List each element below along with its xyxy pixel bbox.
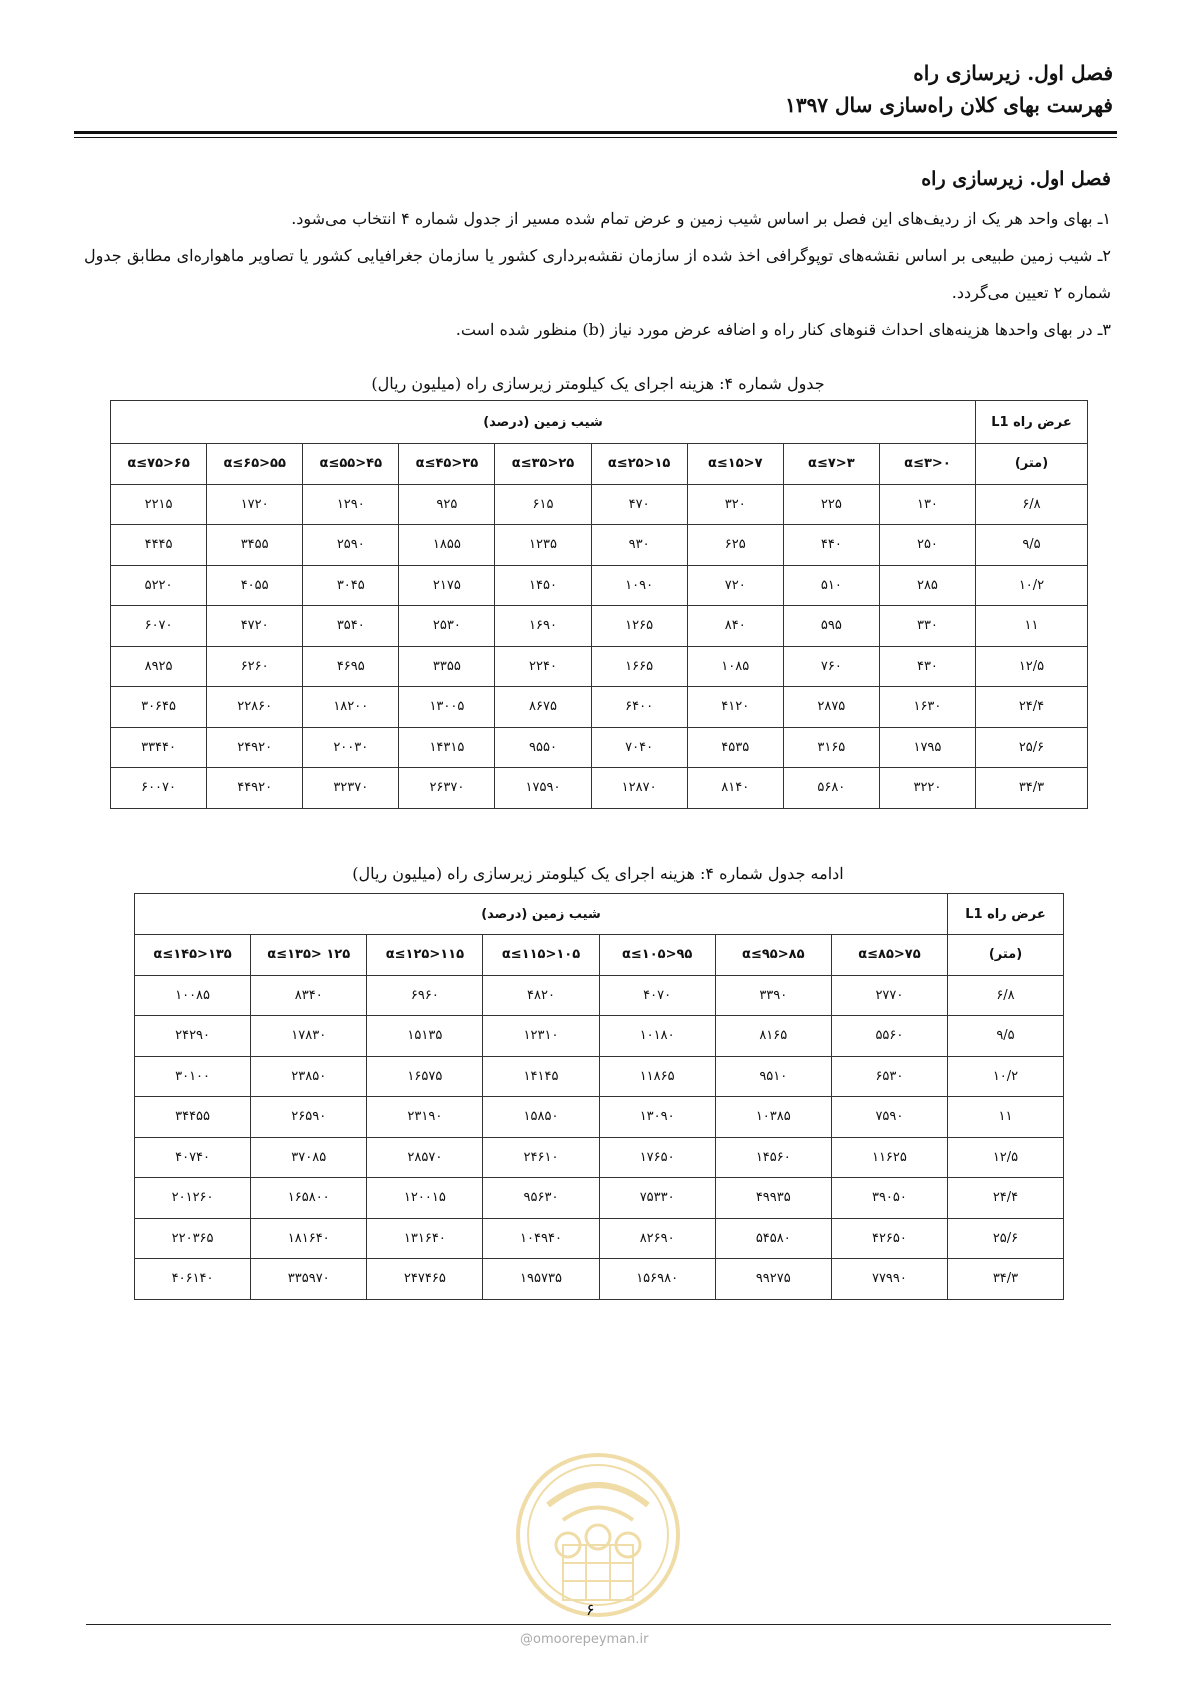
cost-cell: ۳۰۴۵ — [303, 565, 399, 606]
road-width-cell: ۱۲/۵ — [976, 646, 1088, 687]
slope-range-header: ۰<α≤۳ — [879, 444, 975, 485]
cost-cell: ۱۰۰۸۵ — [135, 975, 251, 1016]
cost-cell: ۱۶۹۰ — [495, 606, 591, 647]
slope-range-header: ۱۳۵<α≤۱۴۵ — [135, 935, 251, 976]
cost-cell: ۲۳۱۹۰ — [367, 1097, 483, 1138]
table-row — [111, 484, 1088, 525]
cost-cell: ۲۷۷۰ — [831, 975, 947, 1016]
cost-cell: ۲۱۷۵ — [399, 565, 495, 606]
cost-cell: ۶۵۳۰ — [831, 1056, 947, 1097]
cost-cell: ۷۵۳۳۰ — [599, 1178, 715, 1219]
cost-cell: ۱۵۶۹۸۰ — [599, 1259, 715, 1300]
cost-cell: ۵۶۸۰ — [783, 768, 879, 809]
omoorepeyman-watermark-icon — [508, 1445, 688, 1625]
cost-cell: ۱۶۶۵ — [591, 646, 687, 687]
slope-range-header: ۱۰۵<α≤۱۱۵ — [483, 935, 599, 976]
cost-cell: ۲۴۶۱۰ — [483, 1137, 599, 1178]
slope-range-header: ۱۲۵ <α≤۱۳۵ — [251, 935, 367, 976]
cost-cell: ۳۳۴۴۰ — [111, 727, 207, 768]
cost-cell: ۶۹۶۰ — [367, 975, 483, 1016]
table-row — [111, 606, 1088, 647]
width-header-label: عرض راه L1 — [976, 401, 1088, 444]
cost-cell: ۲۸۵ — [879, 565, 975, 606]
cost-cell: ۸۱۴۰ — [687, 768, 783, 809]
cost-cell: ۳۱۶۵ — [783, 727, 879, 768]
cost-cell: ۲۲۴۰ — [495, 646, 591, 687]
cost-cell: ۳۰۶۴۵ — [111, 687, 207, 728]
table-row — [111, 768, 1088, 809]
cost-cell: ۱۹۵۷۳۵ — [483, 1259, 599, 1300]
cost-cell: ۱۲۳۵ — [495, 525, 591, 566]
cost-cell: ۲۳۸۵۰ — [251, 1056, 367, 1097]
cost-cell: ۳۳۵۹۷۰ — [251, 1259, 367, 1300]
slope-range-header: ۴۵<α≤۵۵ — [303, 444, 399, 485]
cost-cell: ۱۱۸۶۵ — [599, 1056, 715, 1097]
cost-cell: ۸۳۴۰ — [251, 975, 367, 1016]
cost-cell: ۳۵۴۰ — [303, 606, 399, 647]
cost-cell: ۱۰۸۵ — [687, 646, 783, 687]
road-width-cell: ۱۱ — [976, 606, 1088, 647]
road-width-cell: ۱۰/۲ — [948, 1056, 1064, 1097]
table-row — [111, 687, 1088, 728]
road-width-cell: ۲۵/۶ — [948, 1218, 1064, 1259]
cost-cell: ۹۹۲۷۵ — [715, 1259, 831, 1300]
road-width-cell: ۲۴/۴ — [948, 1178, 1064, 1219]
road-width-cell: ۶/۸ — [976, 484, 1088, 525]
cost-cell: ۱۴۳۱۵ — [399, 727, 495, 768]
cost-cell: ۱۶۵۸۰۰ — [251, 1178, 367, 1219]
cost-cell: ۶۰۰۷۰ — [111, 768, 207, 809]
cost-cell: ۳۲۳۷۰ — [303, 768, 399, 809]
cost-cell: ۱۳۰۹۰ — [599, 1097, 715, 1138]
cost-cell: ۳۲۲۰ — [879, 768, 975, 809]
cost-cell: ۲۴۲۹۰ — [135, 1016, 251, 1057]
footer-website: @omoorepeyman.ir — [520, 1632, 649, 1647]
cost-cell: ۴۸۲۰ — [483, 975, 599, 1016]
table-row — [111, 525, 1088, 566]
cost-cell: ۵۹۵ — [783, 606, 879, 647]
slope-range-header: ۸۵<α≤۹۵ — [715, 935, 831, 976]
slope-range-header: ۳<α≤۷ — [783, 444, 879, 485]
slope-header: شیب زمین (درصد) — [135, 894, 948, 935]
slope-range-header: ۱۵<α≤۲۵ — [591, 444, 687, 485]
table-row — [111, 565, 1088, 606]
paragraph-3: ۳ـ در بهای واحدها هزینه‌های احداث قنوهای کنار راه و اضافه عرض مورد نیاز (b) منظور شده است. — [455, 320, 1111, 339]
road-width-cell: ۳۴/۳ — [976, 768, 1088, 809]
cost-cell: ۷۲۰ — [687, 565, 783, 606]
cost-cell: ۸۹۲۵ — [111, 646, 207, 687]
table1-caption: جدول شماره ۴: هزینه اجرای یک کیلومتر زیرسازی راه (میلیون ریال) — [371, 374, 825, 393]
cost-cell: ۲۴۹۲۰ — [207, 727, 303, 768]
section-title: فصل اول. زیرسازی راه — [921, 168, 1111, 190]
cost-cell: ۲۸۷۵ — [783, 687, 879, 728]
road-width-cell: ۱۱ — [948, 1097, 1064, 1138]
cost-cell: ۸۶۷۵ — [495, 687, 591, 728]
table-row — [135, 1137, 1064, 1178]
cost-table-2 — [134, 893, 1064, 1300]
paragraph-1: ۱ـ بهای واحد هر یک از ردیف‌های این فصل بر اساس شیب زمین و عرض تمام شده مسیر از جدول شماره ۴ انتخاب می‌شود. — [291, 209, 1111, 228]
cost-cell: ۲۰۰۳۰ — [303, 727, 399, 768]
cost-cell: ۴۰۷۴۰ — [135, 1137, 251, 1178]
cost-cell: ۱۳۰ — [879, 484, 975, 525]
cost-cell: ۴۹۹۳۵ — [715, 1178, 831, 1219]
header-title: فهرست بهای کلان راه‌سازی سال ۱۳۹۷ — [785, 93, 1113, 117]
cost-cell: ۴۴۴۵ — [111, 525, 207, 566]
table-row — [135, 1097, 1064, 1138]
cost-cell: ۱۴۵۶۰ — [715, 1137, 831, 1178]
road-width-cell: ۲۵/۶ — [976, 727, 1088, 768]
running-header — [785, 58, 1113, 122]
road-width-cell: ۲۴/۴ — [976, 687, 1088, 728]
cost-cell: ۶۰۷۰ — [111, 606, 207, 647]
cost-cell: ۱۲۰۰۱۵ — [367, 1178, 483, 1219]
cost-cell: ۴۴۰ — [783, 525, 879, 566]
cost-cell: ۴۰۷۰ — [599, 975, 715, 1016]
cost-cell: ۲۵۹۰ — [303, 525, 399, 566]
road-width-cell: ۶/۸ — [948, 975, 1064, 1016]
road-width-cell: ۳۴/۳ — [948, 1259, 1064, 1300]
cost-cell: ۲۸۵۷۰ — [367, 1137, 483, 1178]
cost-cell: ۷۷۹۹۰ — [831, 1259, 947, 1300]
cost-cell: ۵۴۵۸۰ — [715, 1218, 831, 1259]
road-width-cell: ۹/۵ — [976, 525, 1088, 566]
cost-cell: ۳۷۰۸۵ — [251, 1137, 367, 1178]
cost-cell: ۶۲۵ — [687, 525, 783, 566]
cost-cell: ۱۷۸۳۰ — [251, 1016, 367, 1057]
header-rule-thin — [74, 137, 1117, 138]
cost-cell: ۱۳۰۰۵ — [399, 687, 495, 728]
cost-cell: ۳۳۵۵ — [399, 646, 495, 687]
cost-cell: ۱۲۹۰ — [303, 484, 399, 525]
cost-cell: ۷۶۰ — [783, 646, 879, 687]
cost-cell: ۴۱۲۰ — [687, 687, 783, 728]
slope-range-header: ۵۵<α≤۶۵ — [207, 444, 303, 485]
cost-cell: ۲۲۱۵ — [111, 484, 207, 525]
cost-cell: ۱۴۵۰ — [495, 565, 591, 606]
cost-cell: ۳۳۰ — [879, 606, 975, 647]
cost-cell: ۱۷۵۹۰ — [495, 768, 591, 809]
cost-cell: ۹۲۵ — [399, 484, 495, 525]
cost-cell: ۵۲۲۰ — [111, 565, 207, 606]
cost-cell: ۱۱۶۲۵ — [831, 1137, 947, 1178]
cost-cell: ۳۴۵۵ — [207, 525, 303, 566]
cost-cell: ۲۲۰۳۶۵ — [135, 1218, 251, 1259]
cost-cell: ۱۲۸۷۰ — [591, 768, 687, 809]
cost-cell: ۹۵۱۰ — [715, 1056, 831, 1097]
cost-cell: ۵۵۶۰ — [831, 1016, 947, 1057]
cost-cell: ۱۸۱۶۴۰ — [251, 1218, 367, 1259]
cost-cell: ۴۶۹۵ — [303, 646, 399, 687]
cost-cell: ۲۵۳۰ — [399, 606, 495, 647]
cost-cell: ۲۲۸۶۰ — [207, 687, 303, 728]
cost-cell: ۱۶۵۷۵ — [367, 1056, 483, 1097]
cost-cell: ۲۰۱۲۶۰ — [135, 1178, 251, 1219]
cost-cell: ۴۷۰ — [591, 484, 687, 525]
cost-cell: ۱۰۹۰ — [591, 565, 687, 606]
cost-cell: ۸۱۶۵ — [715, 1016, 831, 1057]
cost-cell: ۲۵۰ — [879, 525, 975, 566]
cost-cell: ۹۳۰ — [591, 525, 687, 566]
table-row — [111, 646, 1088, 687]
cost-cell: ۳۴۴۵۵ — [135, 1097, 251, 1138]
cost-cell: ۴۰۶۱۴۰ — [135, 1259, 251, 1300]
cost-cell: ۵۱۰ — [783, 565, 879, 606]
cost-cell: ۱۷۶۵۰ — [599, 1137, 715, 1178]
table-row — [135, 1218, 1064, 1259]
cost-cell: ۳۰۱۰۰ — [135, 1056, 251, 1097]
cost-cell: ۹۵۵۰ — [495, 727, 591, 768]
width-unit-label: (متر) — [976, 444, 1088, 485]
table-row — [135, 1016, 1064, 1057]
cost-cell: ۱۲۳۱۰ — [483, 1016, 599, 1057]
cost-cell: ۱۸۲۰۰ — [303, 687, 399, 728]
cost-cell: ۴۷۲۰ — [207, 606, 303, 647]
header-chapter: فصل اول. زیرسازی راه — [913, 61, 1113, 85]
slope-range-header: ۳۵<α≤۴۵ — [399, 444, 495, 485]
cost-cell: ۱۰۱۸۰ — [599, 1016, 715, 1057]
cost-cell: ۱۶۳۰ — [879, 687, 975, 728]
cost-cell: ۳۹۰۵۰ — [831, 1178, 947, 1219]
paragraph-2: ۲ـ شیب زمین طبیعی بر اساس نقشه‌های توپوگرافی اخذ شده از سازمان نقشه‌برداری کشور یا سازمان جغرافیایی کشور یا تصاویر ماهواره‌ای مطابق جدول شماره ۲ تعیین می‌گردد. — [84, 246, 1111, 302]
cost-cell: ۳۳۹۰ — [715, 975, 831, 1016]
table-row — [135, 1178, 1064, 1219]
cost-cell: ۱۵۸۵۰ — [483, 1097, 599, 1138]
slope-range-header: ۷۵<α≤۸۵ — [831, 935, 947, 976]
cost-cell: ۴۲۶۵۰ — [831, 1218, 947, 1259]
cost-cell: ۲۶۳۷۰ — [399, 768, 495, 809]
cost-cell: ۲۴۷۴۶۵ — [367, 1259, 483, 1300]
cost-cell: ۴۳۰ — [879, 646, 975, 687]
cost-cell: ۴۰۵۵ — [207, 565, 303, 606]
cost-cell: ۲۲۵ — [783, 484, 879, 525]
cost-cell: ۱۲۶۵ — [591, 606, 687, 647]
cost-cell: ۴۴۹۲۰ — [207, 768, 303, 809]
cost-cell: ۴۵۳۵ — [687, 727, 783, 768]
slope-range-header: ۷<α≤۱۵ — [687, 444, 783, 485]
cost-cell: ۶۴۰۰ — [591, 687, 687, 728]
width-header-label: عرض راه L1 — [948, 894, 1064, 935]
table-row — [135, 975, 1064, 1016]
page-number: ۶ — [586, 1600, 595, 1619]
cost-cell: ۶۱۵ — [495, 484, 591, 525]
cost-cell: ۷۰۴۰ — [591, 727, 687, 768]
cost-cell: ۱۵۱۳۵ — [367, 1016, 483, 1057]
slope-range-header: ۲۵<α≤۳۵ — [495, 444, 591, 485]
slope-range-header: ۹۵<α≤۱۰۵ — [599, 935, 715, 976]
width-unit-label: (متر) — [948, 935, 1064, 976]
table2-caption: ادامه جدول شماره ۴: هزینه اجرای یک کیلومتر زیرسازی راه (میلیون ریال) — [352, 864, 844, 883]
cost-cell: ۷۵۹۰ — [831, 1097, 947, 1138]
cost-cell: ۸۲۶۹۰ — [599, 1218, 715, 1259]
cost-cell: ۱۷۲۰ — [207, 484, 303, 525]
road-width-cell: ۱۰/۲ — [976, 565, 1088, 606]
slope-range-header: ۱۱۵<α≤۱۲۵ — [367, 935, 483, 976]
table-row — [135, 1056, 1064, 1097]
table-row — [111, 727, 1088, 768]
road-width-cell: ۱۲/۵ — [948, 1137, 1064, 1178]
cost-cell: ۱۴۱۴۵ — [483, 1056, 599, 1097]
table-row — [135, 1259, 1064, 1300]
cost-cell: ۱۳۱۶۴۰ — [367, 1218, 483, 1259]
footer-rule — [86, 1624, 1111, 1625]
cost-cell: ۱۷۹۵ — [879, 727, 975, 768]
road-width-cell: ۹/۵ — [948, 1016, 1064, 1057]
cost-cell: ۱۰۳۸۵ — [715, 1097, 831, 1138]
cost-cell: ۱۸۵۵ — [399, 525, 495, 566]
cost-cell: ۶۲۶۰ — [207, 646, 303, 687]
cost-cell: ۳۲۰ — [687, 484, 783, 525]
cost-cell: ۲۶۵۹۰ — [251, 1097, 367, 1138]
cost-table-1 — [110, 400, 1088, 809]
cost-cell: ۱۰۴۹۴۰ — [483, 1218, 599, 1259]
cost-cell: ۸۴۰ — [687, 606, 783, 647]
header-rule-thick — [74, 131, 1117, 134]
slope-range-header: ۶۵<α≤۷۵ — [111, 444, 207, 485]
body-text — [84, 164, 1111, 348]
slope-header: شیب زمین (درصد) — [111, 401, 976, 444]
cost-cell: ۹۵۶۳۰ — [483, 1178, 599, 1219]
